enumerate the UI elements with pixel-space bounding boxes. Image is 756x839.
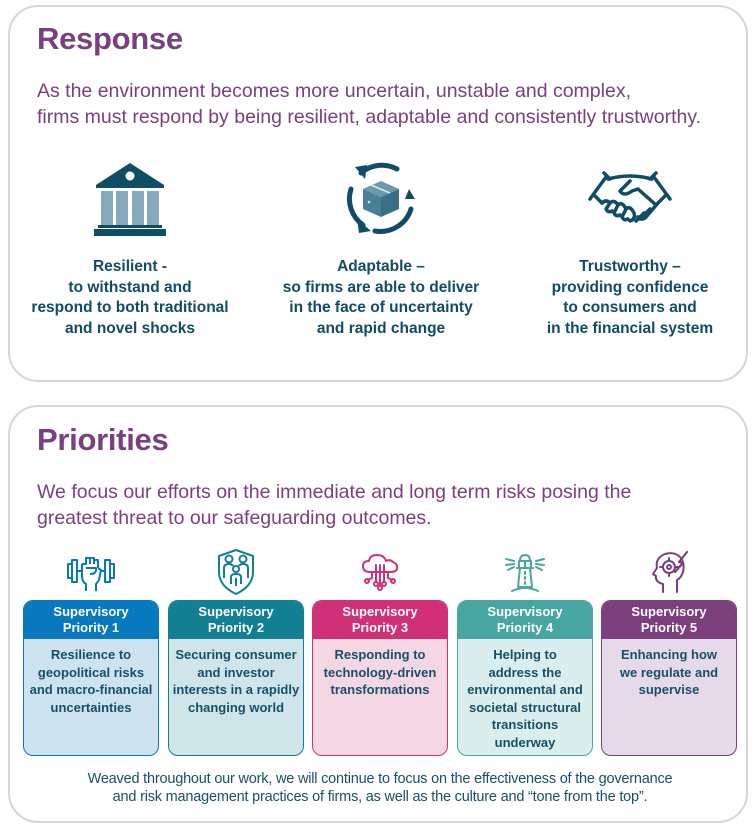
priorities-intro-line: We focus our efforts on the immediate and long term risks posing the [37,481,632,503]
priority-card-1-body: Resilience to geopolitical risks and macro-financial uncertainties [29,647,153,715]
response-intro-line: As the environment becomes more uncertain, unstable and complex, [37,80,631,102]
bank-building-icon [94,161,166,237]
response-title: Response [37,21,183,56]
response-intro [37,78,701,130]
priority-card-5 [601,544,737,756]
pillar-resilient [10,155,250,339]
priority-card-3-box [312,600,448,756]
priorities-intro-line: greatest threat to our safeguarding outcomes. [37,507,432,529]
priority-card-3 [312,544,448,756]
priorities-title: Priorities [37,422,169,457]
handshake-icon [588,169,672,229]
priority-card-2-box [168,600,304,756]
lighthouse-icon [502,551,548,593]
priority-card-4 [457,544,593,756]
priority-card-1-box [23,600,159,756]
priorities-footer-note: Weaved throughout our work, we will continue to focus on the effectiveness of the governance and risk management practices of firms, as well as the culture and “tone from the top”. [87,771,673,805]
response-pillars [10,155,750,345]
priorities-intro [37,479,631,531]
priority-card-2 [168,544,304,756]
priority-card-4-body: Helping to address the environmental and societal structural transitions underway [467,647,583,750]
pillar-adaptable-text: Adaptable – so firms are able to deliver in the face of uncertainty and rapid change [282,258,480,337]
priority-card-3-heading: Supervisory Priority 3 [313,601,447,639]
pillar-resilient-text: Resilient - to withstand and respond to both traditional and novel shocks [31,258,229,337]
fist-dumbbell-icon [66,552,116,592]
priority-card-2-heading: Supervisory Priority 2 [169,601,303,639]
priority-card-5-box [601,600,737,756]
priority-card-5-body: Enhancing how we regulate and supervise [619,647,719,697]
pillar-adaptable [261,155,501,339]
cloud-circuit-icon [360,552,400,592]
response-intro-line: firms must respond by being resilient, adaptable and consistently trustworthy. [37,106,702,128]
priority-card-4-heading: Supervisory Priority 4 [458,601,592,639]
priority-card-1 [23,544,159,756]
pillar-trustworthy-text: Trustworthy – providing confidence to consumers and in the financial system [546,258,714,337]
priority-cards [10,544,750,766]
response-panel [8,5,748,382]
priorities-panel [8,405,748,823]
family-shield-icon [216,548,256,596]
priority-card-4-box [457,600,593,756]
head-gear-lightning-icon [649,550,689,594]
pillar-trustworthy [510,155,750,339]
priority-card-2-body: Securing consumer and investor interests in a rapidly changing world [172,647,300,715]
priority-card-5-heading: Supervisory Priority 5 [602,601,736,639]
priority-card-3-body: Responding to technology-driven transformations [323,647,437,697]
box-cycle-icon [341,159,421,239]
priority-card-1-heading: Supervisory Priority 1 [24,601,158,639]
